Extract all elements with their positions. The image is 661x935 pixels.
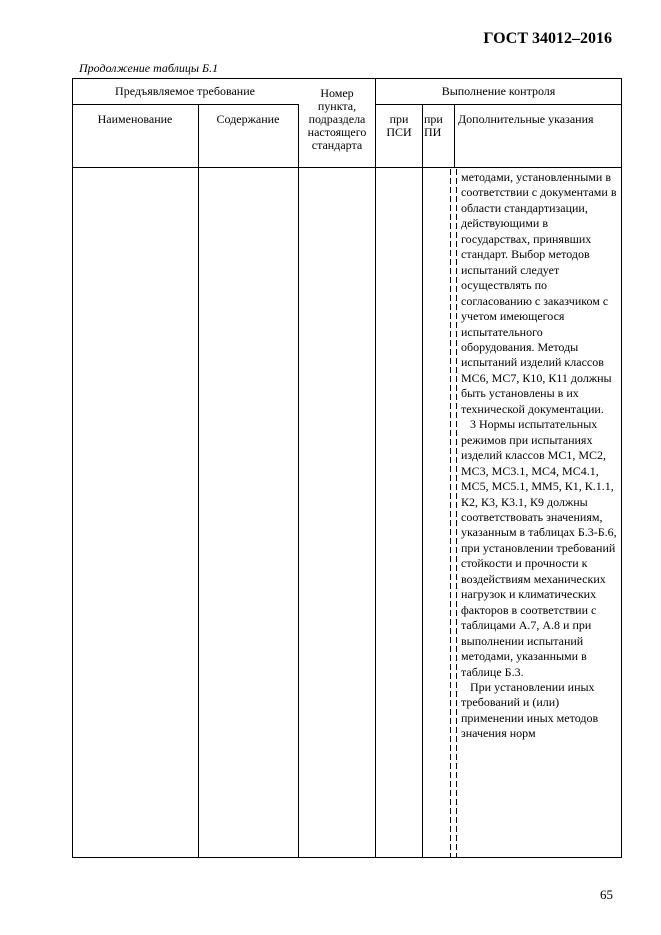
header-name: Наименование bbox=[97, 112, 173, 126]
standard-code: ГОСТ 34012–2016 bbox=[483, 30, 612, 47]
header-bottom-border bbox=[72, 167, 622, 168]
header-section-number: Номер пункта, подраздела настоящего стандарта bbox=[307, 86, 367, 152]
col-divider-pi-notes-top bbox=[454, 104, 455, 168]
header-control-group: Выполнение контроля bbox=[441, 84, 556, 98]
page-number: 65 bbox=[600, 887, 613, 902]
notes-paragraph: При установлении иных требований и (или) применении иных методов значения норм bbox=[461, 679, 599, 741]
col-divider-number-psi bbox=[375, 78, 376, 858]
header-content: Содержание bbox=[216, 112, 280, 126]
additional-notes-cell bbox=[461, 170, 617, 742]
requirements-table bbox=[72, 78, 622, 858]
header-group-divider-right bbox=[375, 104, 622, 105]
header-group-divider-left bbox=[72, 104, 298, 105]
table-bottom-border bbox=[72, 857, 622, 858]
notes-paragraph: методами, установленными в соответствии с документами в области стандартизации, действующими в государствах, принявших стандарт. Выбор методов испытаний следует осуществлять по согласованию с заказчиком с учетом имеющегося испытательного оборудования. Методы испытаний изделий классов МС6, МС7, К10, К11 должны быть установлены в их технической документации. bbox=[461, 170, 617, 416]
col-divider-pi-notes-dashed bbox=[450, 169, 451, 857]
col-divider-psi-pi bbox=[422, 104, 423, 858]
col-divider-notes-dashed bbox=[456, 169, 457, 857]
header-pi: при ПИ bbox=[424, 112, 443, 139]
header-psi: при ПСИ bbox=[386, 112, 412, 139]
col-divider-content-number bbox=[298, 104, 299, 858]
table-right-border bbox=[621, 78, 622, 858]
notes-paragraph: 3 Нормы испытательных режимов при испытаниях изделий классов МС1, МС2, МС3, МС3.1, МС4, МС4.1, МС5, МС5.1, ММ5, К1, К.1.1, К2, К3, К3.1, К9 должны соответствовать значениям, указанным в таблицах Б.3-Б.6, при установлении требований стойкости и прочности к воздействиям механических нагрузок и климатических факторов в соответствии с таблицами А.7, А.8 и при выполнении испытаний методами, указанными в таблице Б.3. bbox=[461, 417, 617, 679]
table-top-border bbox=[72, 78, 622, 79]
table-continuation-caption: Продолжение таблицы Б.1 bbox=[79, 61, 219, 75]
col-divider-name-content bbox=[198, 104, 199, 858]
header-requirement-group: Предъявляемое требование bbox=[115, 84, 255, 98]
table-left-border bbox=[72, 78, 73, 858]
header-additional-notes: Дополнительные указания bbox=[458, 112, 594, 126]
